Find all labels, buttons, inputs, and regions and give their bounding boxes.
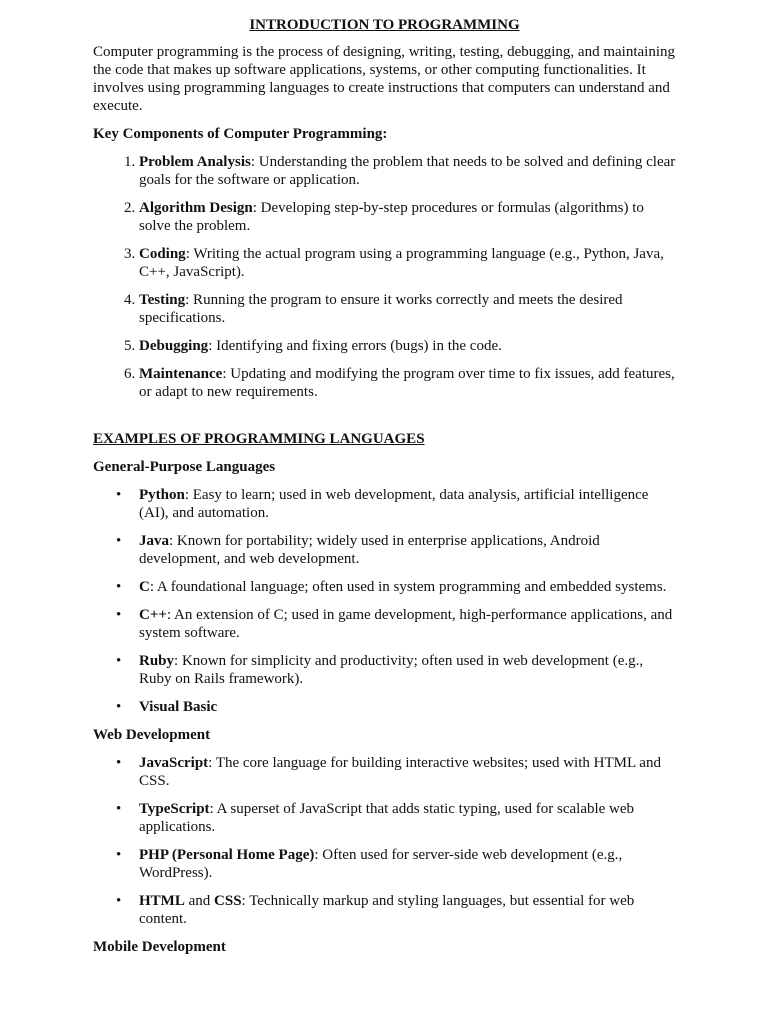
item-term: Problem Analysis bbox=[139, 154, 251, 170]
item-term: Coding bbox=[139, 246, 186, 262]
examples-heading: EXAMPLES OF PROGRAMMING LANGUAGES bbox=[93, 431, 425, 447]
item-term: Debugging bbox=[139, 338, 209, 354]
item-desc: : The core language for building interactive websites; used with HTML and CSS. bbox=[139, 755, 661, 789]
web-development-heading: Web Development bbox=[93, 727, 211, 743]
list-item bbox=[116, 800, 676, 836]
item-desc: : Known for simplicity and productivity; often used in web development (e.g., Ruby on Rails framework). bbox=[139, 653, 644, 687]
item-term: PHP (Personal Home Page) bbox=[139, 847, 315, 863]
document-title: INTRODUCTION TO PROGRAMMING bbox=[249, 17, 520, 33]
item-desc: : Understanding the problem that needs to be solved and defining clear goals for the software or application. bbox=[139, 154, 676, 188]
list-item bbox=[116, 486, 676, 522]
item-desc: : Identifying and fixing errors (bugs) in the code. bbox=[208, 338, 502, 354]
list-item bbox=[139, 245, 676, 281]
item-term: Maintenance bbox=[139, 366, 223, 382]
bullet-icon: • bbox=[116, 847, 122, 863]
bullet-icon: • bbox=[116, 893, 122, 909]
list-item bbox=[116, 606, 676, 642]
item-desc: : An extension of C; used in game development, high-performance applications, and system software. bbox=[139, 607, 673, 641]
list-item bbox=[139, 291, 676, 327]
bullet-icon: • bbox=[116, 801, 122, 817]
item-desc: : A foundational language; often used in system programming and embedded systems. bbox=[149, 579, 667, 595]
list-item bbox=[116, 578, 676, 596]
item-desc: : Technically markup and styling languages, but essential for web content. bbox=[139, 893, 635, 927]
item-desc: : Running the program to ensure it works correctly and meets the desired specifications. bbox=[139, 292, 623, 326]
bullet-icon: • bbox=[116, 699, 122, 715]
bullet-icon: • bbox=[116, 755, 122, 771]
list-item bbox=[139, 199, 676, 235]
list-item bbox=[116, 892, 676, 928]
bullet-icon: • bbox=[116, 607, 122, 623]
list-item bbox=[139, 153, 676, 189]
list-item bbox=[139, 365, 676, 401]
and-word: and bbox=[184, 893, 215, 909]
general-purpose-heading: General-Purpose Languages bbox=[93, 459, 276, 475]
intro-paragraph: Computer programming is the process of designing, writing, testing, debugging, and maintaining the code that makes up software applications, systems, or other computing functionalities. It involves using programming languages to create instructions that computers can understand and execute. bbox=[93, 44, 675, 114]
list-item bbox=[139, 337, 676, 355]
item-desc: : Easy to learn; used in web development, data analysis, artificial intelligence (AI), and automation. bbox=[139, 487, 649, 521]
list-item bbox=[116, 754, 676, 790]
bullet-icon: • bbox=[116, 653, 122, 669]
list-item bbox=[116, 846, 676, 882]
item-term: C bbox=[139, 579, 150, 595]
item-term: Visual Basic bbox=[139, 699, 218, 715]
general-languages-list bbox=[93, 486, 676, 716]
item-desc: : Updating and modifying the program over time to fix issues, add features, or adapt to new requirements. bbox=[139, 366, 675, 400]
item-term: Testing bbox=[139, 292, 186, 308]
item-desc: : Developing step-by-step procedures or formulas (algorithms) to solve the problem. bbox=[139, 200, 644, 234]
web-languages-list bbox=[93, 754, 676, 928]
list-item bbox=[116, 698, 676, 716]
item-term: Ruby bbox=[139, 653, 175, 669]
list-item bbox=[116, 532, 676, 568]
item-term: TypeScript bbox=[139, 801, 210, 817]
item-term: Python bbox=[139, 487, 185, 503]
list-item bbox=[116, 652, 676, 688]
item-desc: : Known for portability; widely used in enterprise applications, Android development, and web development. bbox=[139, 533, 600, 567]
item-term: CSS bbox=[214, 893, 242, 909]
item-desc: : A superset of JavaScript that adds static typing, used for scalable web applications. bbox=[139, 801, 635, 835]
item-term: Java bbox=[139, 533, 169, 549]
mobile-development-heading: Mobile Development bbox=[93, 939, 226, 955]
item-term: HTML bbox=[139, 893, 185, 909]
bullet-icon: • bbox=[116, 487, 122, 503]
key-components-heading: Key Components of Computer Programming: bbox=[93, 126, 388, 142]
item-desc: : Often used for server-side web development (e.g., WordPress). bbox=[139, 847, 623, 881]
item-term: C++ bbox=[139, 607, 167, 623]
bullet-icon: • bbox=[116, 579, 122, 595]
item-term: Algorithm Design bbox=[139, 200, 253, 216]
components-list bbox=[93, 153, 676, 401]
item-term: JavaScript bbox=[139, 755, 209, 771]
item-desc: : Writing the actual program using a programming language (e.g., Python, Java, C++, JavaScript). bbox=[139, 246, 664, 280]
bullet-icon: • bbox=[116, 533, 122, 549]
